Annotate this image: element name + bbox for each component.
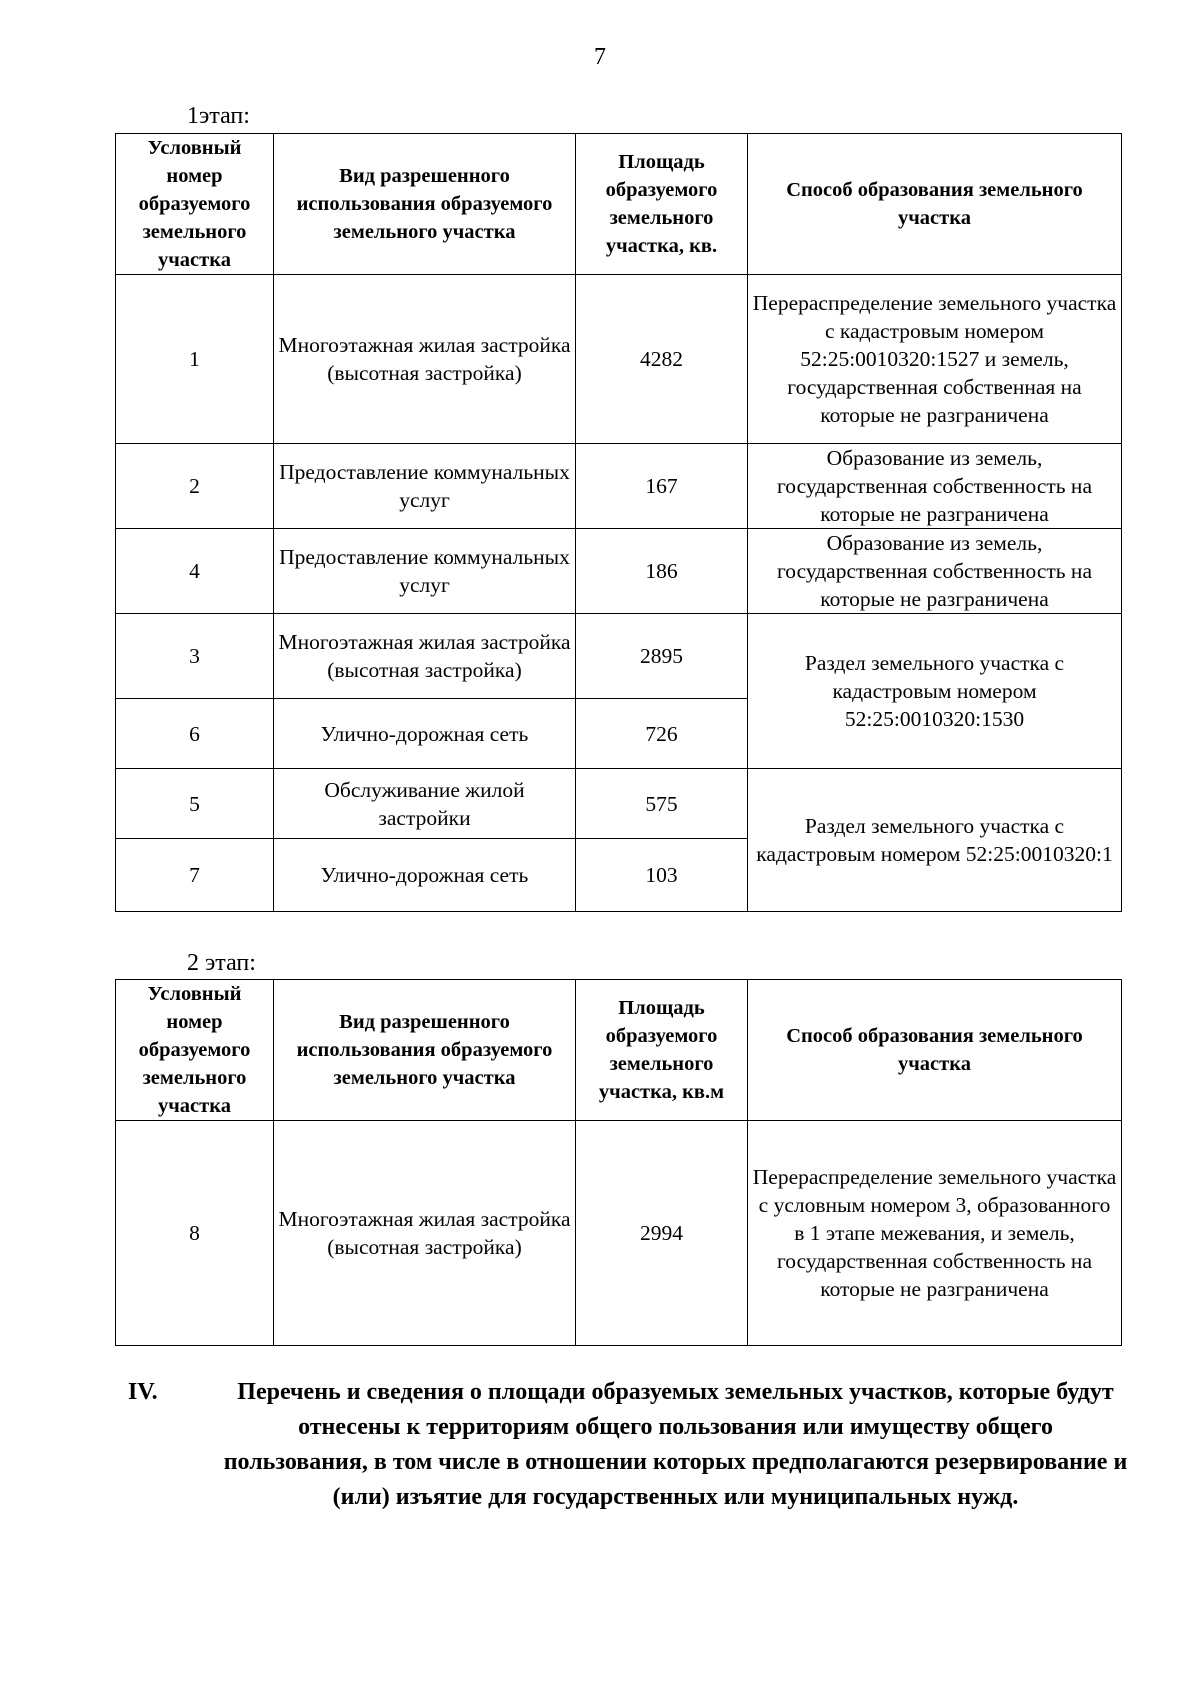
plot-area: 186	[576, 529, 748, 614]
table-header-row	[116, 980, 1122, 1121]
stage-2-table	[115, 979, 1122, 1346]
plot-number: 2	[116, 444, 274, 529]
table-row	[116, 444, 1122, 529]
stage-1-label: 1этап:	[187, 103, 250, 129]
plot-number: 3	[116, 614, 274, 699]
plot-area: 2994	[576, 1121, 748, 1346]
header-formation-method: Способ образования земельного участка	[748, 980, 1122, 1121]
header-plot-number: Условный номер образуемого земельного участка	[116, 134, 274, 275]
plot-number: 4	[116, 529, 274, 614]
header-plot-number: Условный номер образуемого земельного участка	[116, 980, 274, 1121]
header-permitted-use: Вид разрешенного использования образуемого земельного участка	[274, 134, 576, 275]
formation-method: Образование из земель, государственная собственность на которые не разграничена	[748, 529, 1122, 614]
plot-number: 7	[116, 839, 274, 912]
plot-area: 103	[576, 839, 748, 912]
table-row	[116, 275, 1122, 444]
table-row	[116, 769, 1122, 839]
formation-method: Перераспределение земельного участка с кадастровым номером 52:25:0010320:1527 и земель, государственная собственная на которые не разграничена	[748, 275, 1122, 444]
plot-number: 5	[116, 769, 274, 839]
permitted-use: Улично-дорожная сеть	[274, 699, 576, 769]
page-number: 7	[594, 44, 606, 70]
plot-area: 575	[576, 769, 748, 839]
header-formation-method: Способ образования земельного участка	[748, 134, 1122, 275]
header-permitted-use: Вид разрешенного использования образуемого земельного участка	[274, 980, 576, 1121]
table-row	[116, 529, 1122, 614]
permitted-use: Предоставление коммунальных услуг	[274, 529, 576, 614]
formation-method: Перераспределение земельного участка с условным номером 3, образованного в 1 этапе межевания, и земель, государственная собственность на которые не разграничена	[748, 1121, 1122, 1346]
plot-number: 6	[116, 699, 274, 769]
table-row	[116, 1121, 1122, 1346]
plot-number: 1	[116, 275, 274, 444]
stage-2-label: 2 этап:	[187, 950, 256, 976]
plot-area: 726	[576, 699, 748, 769]
header-area: Площадь образуемого земельного участка, кв.	[576, 134, 748, 275]
section-title: Перечень и сведения о площади образуемых земельных участков, которые будут отнесены к территориям общего пользования или имуществу общего пользования, в том числе в отношении которых предполагаются резервирование и (или) изъятие для государственных или муниципальных нужд.	[223, 1379, 1128, 1510]
plot-area: 2895	[576, 614, 748, 699]
permitted-use: Улично-дорожная сеть	[274, 839, 576, 912]
stage-1-table	[115, 133, 1122, 912]
permitted-use: Многоэтажная жилая застройка (высотная застройка)	[274, 275, 576, 444]
formation-method: Раздел земельного участка с кадастровым номером 52:25:0010320:1	[748, 769, 1122, 912]
formation-method: Образование из земель, государственная собственность на которые не разграничена	[748, 444, 1122, 529]
header-area: Площадь образуемого земельного участка, кв.м	[576, 980, 748, 1121]
permitted-use: Многоэтажная жилая застройка (высотная застройка)	[274, 614, 576, 699]
plot-area: 167	[576, 444, 748, 529]
permitted-use: Обслуживание жилой застройки	[274, 769, 576, 839]
table-row	[116, 614, 1122, 699]
table-header-row	[116, 134, 1122, 275]
permitted-use: Многоэтажная жилая застройка (высотная застройка)	[274, 1121, 576, 1346]
formation-method: Раздел земельного участка с кадастровым номером 52:25:0010320:1530	[748, 614, 1122, 769]
plot-number: 8	[116, 1121, 274, 1346]
permitted-use: Предоставление коммунальных услуг	[274, 444, 576, 529]
section-number: IV.	[128, 1379, 158, 1405]
plot-area: 4282	[576, 275, 748, 444]
